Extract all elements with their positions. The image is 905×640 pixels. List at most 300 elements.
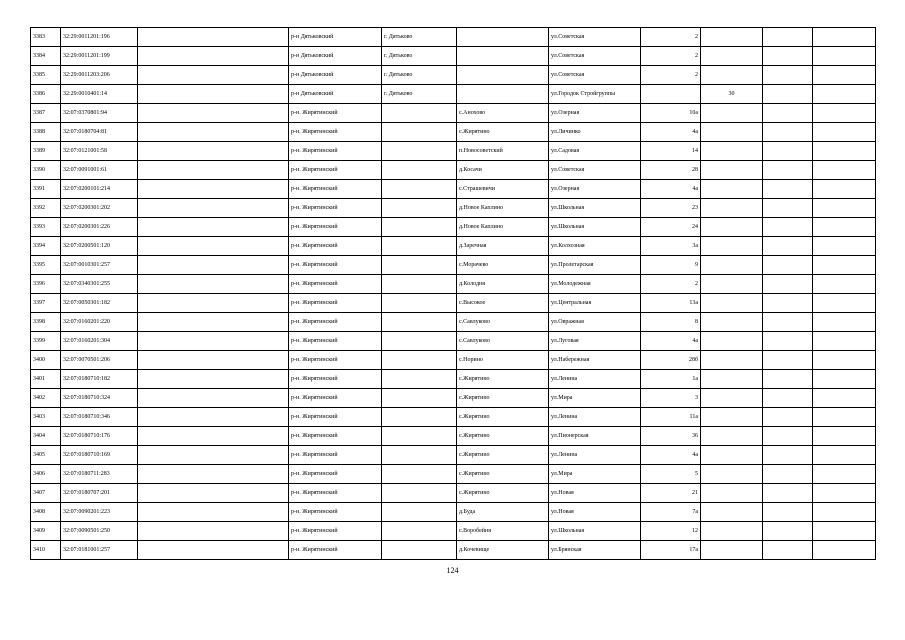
row-number-cell: 3388 — [31, 123, 61, 142]
street-cell: ул.Пионерская — [549, 427, 641, 446]
district-cell: р-н. Жирятинский — [289, 199, 382, 218]
district-cell: р-н. Жирятинский — [289, 503, 382, 522]
district-cell: р-н. Жирятинский — [289, 408, 382, 427]
row-number-cell: 3390 — [31, 161, 61, 180]
cadastral-number-cell: 32:07:0180707:201 — [61, 484, 138, 503]
building-number-cell — [701, 427, 763, 446]
empty-cell — [138, 294, 289, 313]
settlement-cell: д.Заречная — [457, 237, 549, 256]
empty-cell — [813, 465, 876, 484]
house-number-cell: 5 — [641, 465, 701, 484]
street-cell: ул.Советская — [549, 66, 641, 85]
row-number-cell: 3394 — [31, 237, 61, 256]
cadastral-number-cell: 32:07:0200501:120 — [61, 237, 138, 256]
empty-cell — [813, 408, 876, 427]
building-number-cell — [701, 256, 763, 275]
street-cell: ул.Озерная — [549, 104, 641, 123]
table-row — [31, 427, 876, 446]
street-cell: ул.Городок Стройгруппы — [549, 85, 641, 104]
settlement-cell: с.Воробейня — [457, 522, 549, 541]
city-cell — [382, 541, 457, 560]
settlement-cell — [457, 47, 549, 66]
empty-cell — [763, 446, 813, 465]
house-number-cell: 2 — [641, 275, 701, 294]
property-register-table — [30, 27, 876, 560]
house-number-cell: 23 — [641, 199, 701, 218]
empty-cell — [813, 522, 876, 541]
building-number-cell — [701, 522, 763, 541]
table-row — [31, 332, 876, 351]
city-cell — [382, 389, 457, 408]
street-cell: ул.Школьная — [549, 522, 641, 541]
empty-cell — [138, 218, 289, 237]
district-cell: р-н. Жирятинский — [289, 465, 382, 484]
city-cell — [382, 275, 457, 294]
house-number-cell: 12 — [641, 522, 701, 541]
settlement-cell: с.Савлуково — [457, 313, 549, 332]
building-number-cell — [701, 313, 763, 332]
table-row — [31, 313, 876, 332]
house-number-cell: 4а — [641, 180, 701, 199]
house-number-cell: 2 — [641, 47, 701, 66]
cadastral-number-cell: 32:07:0010301:257 — [61, 256, 138, 275]
city-cell: г. Дятьково — [382, 66, 457, 85]
empty-cell — [138, 522, 289, 541]
building-number-cell — [701, 142, 763, 161]
district-cell: р-н. Жирятинский — [289, 218, 382, 237]
cadastral-number-cell: 32:07:0200101:214 — [61, 180, 138, 199]
building-number-cell — [701, 484, 763, 503]
building-number-cell: 30 — [701, 85, 763, 104]
table-row — [31, 446, 876, 465]
cadastral-number-cell: 32:29:0011203:206 — [61, 66, 138, 85]
street-cell: ул.Школьная — [549, 199, 641, 218]
table-row — [31, 47, 876, 66]
settlement-cell: д.Новое Каплино — [457, 199, 549, 218]
empty-cell — [138, 180, 289, 199]
empty-cell — [763, 408, 813, 427]
house-number-cell: 3а — [641, 237, 701, 256]
house-number-cell — [641, 85, 701, 104]
settlement-cell: д.Новое Каплино — [457, 218, 549, 237]
empty-cell — [763, 389, 813, 408]
street-cell: ул.Советская — [549, 47, 641, 66]
empty-cell — [813, 218, 876, 237]
building-number-cell — [701, 47, 763, 66]
page-number: 124 — [446, 566, 459, 575]
empty-cell — [763, 199, 813, 218]
cadastral-number-cell: 32:07:0180710:182 — [61, 370, 138, 389]
row-number-cell: 3408 — [31, 503, 61, 522]
empty-cell — [138, 199, 289, 218]
settlement-cell: с.Жирятино — [457, 465, 549, 484]
district-cell: р-н Дятьковский — [289, 85, 382, 104]
empty-cell — [763, 465, 813, 484]
city-cell — [382, 484, 457, 503]
street-cell: ул.Молодежная — [549, 275, 641, 294]
house-number-cell: 13а — [641, 294, 701, 313]
empty-cell — [763, 351, 813, 370]
building-number-cell — [701, 351, 763, 370]
cadastral-number-cell: 32:07:0370801:94 — [61, 104, 138, 123]
empty-cell — [763, 370, 813, 389]
table-row — [31, 522, 876, 541]
table-body — [31, 28, 876, 560]
city-cell — [382, 351, 457, 370]
street-cell: ул.Ленина — [549, 446, 641, 465]
empty-cell — [138, 47, 289, 66]
house-number-cell: 14 — [641, 142, 701, 161]
house-number-cell: 28б — [641, 351, 701, 370]
street-cell: ул.Личинко — [549, 123, 641, 142]
district-cell: р-н. Жирятинский — [289, 294, 382, 313]
city-cell — [382, 313, 457, 332]
settlement-cell: с.Савлуково — [457, 332, 549, 351]
row-number-cell: 3383 — [31, 28, 61, 47]
empty-cell — [813, 446, 876, 465]
empty-cell — [813, 427, 876, 446]
city-cell — [382, 237, 457, 256]
empty-cell — [763, 256, 813, 275]
house-number-cell: 17а — [641, 541, 701, 560]
city-cell — [382, 256, 457, 275]
empty-cell — [138, 85, 289, 104]
house-number-cell: 3 — [641, 389, 701, 408]
empty-cell — [138, 446, 289, 465]
building-number-cell — [701, 465, 763, 484]
empty-cell — [813, 389, 876, 408]
street-cell: ул.Ленина — [549, 370, 641, 389]
cadastral-number-cell: 32:07:0070501:206 — [61, 351, 138, 370]
empty-cell — [763, 332, 813, 351]
empty-cell — [813, 294, 876, 313]
row-number-cell: 3405 — [31, 446, 61, 465]
empty-cell — [763, 294, 813, 313]
district-cell: р-н. Жирятинский — [289, 370, 382, 389]
street-cell: ул.Колхозная — [549, 237, 641, 256]
settlement-cell — [457, 66, 549, 85]
cadastral-number-cell: 32:07:0180710:169 — [61, 446, 138, 465]
house-number-cell: 10а — [641, 104, 701, 123]
district-cell: р-н. Жирятинский — [289, 275, 382, 294]
empty-cell — [138, 104, 289, 123]
table-row — [31, 465, 876, 484]
row-number-cell: 3395 — [31, 256, 61, 275]
empty-cell — [138, 351, 289, 370]
table-row — [31, 28, 876, 47]
street-cell: ул.Школьная — [549, 218, 641, 237]
building-number-cell — [701, 389, 763, 408]
settlement-cell: с.Жирятино — [457, 389, 549, 408]
cadastral-number-cell: 32:07:0090201:223 — [61, 503, 138, 522]
city-cell: г. Дятьково — [382, 28, 457, 47]
empty-cell — [763, 427, 813, 446]
row-number-cell: 3384 — [31, 47, 61, 66]
table-row — [31, 66, 876, 85]
empty-cell — [813, 142, 876, 161]
district-cell: р-н. Жирятинский — [289, 237, 382, 256]
city-cell — [382, 446, 457, 465]
city-cell — [382, 503, 457, 522]
table-row — [31, 199, 876, 218]
house-number-cell: 21 — [641, 484, 701, 503]
empty-cell — [138, 484, 289, 503]
building-number-cell — [701, 66, 763, 85]
city-cell — [382, 427, 457, 446]
district-cell: р-н Дятьковский — [289, 28, 382, 47]
row-number-cell: 3407 — [31, 484, 61, 503]
street-cell: ул.Овражная — [549, 313, 641, 332]
empty-cell — [763, 180, 813, 199]
empty-cell — [138, 389, 289, 408]
settlement-cell: с.Морачево — [457, 256, 549, 275]
row-number-cell: 3400 — [31, 351, 61, 370]
row-number-cell: 3403 — [31, 408, 61, 427]
empty-cell — [813, 161, 876, 180]
building-number-cell — [701, 370, 763, 389]
house-number-cell: 1а — [641, 370, 701, 389]
city-cell — [382, 218, 457, 237]
empty-cell — [763, 28, 813, 47]
district-cell: р-н. Жирятинский — [289, 351, 382, 370]
row-number-cell: 3392 — [31, 199, 61, 218]
district-cell: р-н. Жирятинский — [289, 123, 382, 142]
table-row — [31, 161, 876, 180]
settlement-cell: с.Норино — [457, 351, 549, 370]
empty-cell — [763, 47, 813, 66]
empty-cell — [763, 237, 813, 256]
empty-cell — [813, 484, 876, 503]
empty-cell — [138, 161, 289, 180]
empty-cell — [813, 275, 876, 294]
row-number-cell: 3402 — [31, 389, 61, 408]
building-number-cell — [701, 123, 763, 142]
cadastral-number-cell: 32:07:0180711:283 — [61, 465, 138, 484]
street-cell: ул.Мира — [549, 465, 641, 484]
city-cell — [382, 180, 457, 199]
empty-cell — [763, 503, 813, 522]
empty-cell — [813, 237, 876, 256]
house-number-cell: 11а — [641, 408, 701, 427]
settlement-cell: с.Жирятино — [457, 370, 549, 389]
empty-cell — [813, 256, 876, 275]
building-number-cell — [701, 446, 763, 465]
row-number-cell: 3396 — [31, 275, 61, 294]
house-number-cell: 2 — [641, 66, 701, 85]
cadastral-number-cell: 32:07:0200301:202 — [61, 199, 138, 218]
district-cell: р-н. Жирятинский — [289, 161, 382, 180]
table-row — [31, 408, 876, 427]
cadastral-number-cell: 32:07:0180710:176 — [61, 427, 138, 446]
city-cell — [382, 199, 457, 218]
city-cell — [382, 332, 457, 351]
empty-cell — [138, 237, 289, 256]
empty-cell — [763, 541, 813, 560]
settlement-cell: с.Страшевичи — [457, 180, 549, 199]
empty-cell — [763, 85, 813, 104]
street-cell: ул.Центральная — [549, 294, 641, 313]
table-row — [31, 256, 876, 275]
building-number-cell — [701, 275, 763, 294]
city-cell — [382, 465, 457, 484]
street-cell: ул.Набережная — [549, 351, 641, 370]
empty-cell — [138, 503, 289, 522]
building-number-cell — [701, 161, 763, 180]
empty-cell — [138, 541, 289, 560]
row-number-cell: 3406 — [31, 465, 61, 484]
settlement-cell: д.Косачи — [457, 161, 549, 180]
empty-cell — [138, 28, 289, 47]
cadastral-number-cell: 32:29:0011201:196 — [61, 28, 138, 47]
empty-cell — [813, 351, 876, 370]
table-row — [31, 104, 876, 123]
district-cell: р-н. Жирятинский — [289, 446, 382, 465]
row-number-cell: 3401 — [31, 370, 61, 389]
row-number-cell: 3391 — [31, 180, 61, 199]
house-number-cell: 7а — [641, 503, 701, 522]
house-number-cell: 24 — [641, 218, 701, 237]
settlement-cell: с.Жирятино — [457, 484, 549, 503]
house-number-cell: 9 — [641, 256, 701, 275]
cadastral-number-cell: 32:07:0340301:255 — [61, 275, 138, 294]
house-number-cell: 28 — [641, 161, 701, 180]
building-number-cell — [701, 28, 763, 47]
settlement-cell: д.Буда — [457, 503, 549, 522]
building-number-cell — [701, 199, 763, 218]
empty-cell — [813, 47, 876, 66]
table-row — [31, 503, 876, 522]
empty-cell — [763, 313, 813, 332]
district-cell: р-н. Жирятинский — [289, 104, 382, 123]
cadastral-number-cell: 32:07:0180710:346 — [61, 408, 138, 427]
table-row — [31, 123, 876, 142]
empty-cell — [138, 66, 289, 85]
cadastral-number-cell: 32:07:0200301:226 — [61, 218, 138, 237]
street-cell: ул.Советская — [549, 28, 641, 47]
city-cell — [382, 104, 457, 123]
empty-cell — [763, 161, 813, 180]
building-number-cell — [701, 332, 763, 351]
district-cell: р-н. Жирятинский — [289, 332, 382, 351]
empty-cell — [763, 522, 813, 541]
empty-cell — [813, 503, 876, 522]
building-number-cell — [701, 503, 763, 522]
cadastral-number-cell: 32:07:0180704:81 — [61, 123, 138, 142]
city-cell — [382, 123, 457, 142]
building-number-cell — [701, 104, 763, 123]
cadastral-number-cell: 32:07:0050301:182 — [61, 294, 138, 313]
cadastral-number-cell: 32:07:0160201:220 — [61, 313, 138, 332]
empty-cell — [138, 370, 289, 389]
table-row — [31, 370, 876, 389]
empty-cell — [763, 123, 813, 142]
settlement-cell: д.Колодня — [457, 275, 549, 294]
empty-cell — [138, 123, 289, 142]
district-cell: р-н. Жирятинский — [289, 313, 382, 332]
row-number-cell: 3387 — [31, 104, 61, 123]
settlement-cell — [457, 85, 549, 104]
settlement-cell: с.Анохово — [457, 104, 549, 123]
table-row — [31, 484, 876, 503]
street-cell: ул.Пролетарская — [549, 256, 641, 275]
table-row — [31, 541, 876, 560]
settlement-cell: с.Жирятино — [457, 408, 549, 427]
city-cell — [382, 142, 457, 161]
district-cell: р-н. Жирятинский — [289, 484, 382, 503]
settlement-cell: с.Жирятино — [457, 427, 549, 446]
settlement-cell: с.Высокое — [457, 294, 549, 313]
empty-cell — [763, 484, 813, 503]
row-number-cell: 3393 — [31, 218, 61, 237]
cadastral-number-cell: 32:07:0121001:58 — [61, 142, 138, 161]
district-cell: р-н. Жирятинский — [289, 427, 382, 446]
empty-cell — [813, 123, 876, 142]
district-cell: р-н. Жирятинский — [289, 256, 382, 275]
empty-cell — [813, 104, 876, 123]
district-cell: р-н Дятьковский — [289, 47, 382, 66]
building-number-cell — [701, 294, 763, 313]
empty-cell — [813, 66, 876, 85]
building-number-cell — [701, 180, 763, 199]
city-cell: г. Дятьково — [382, 85, 457, 104]
street-cell: ул.Брянская — [549, 541, 641, 560]
city-cell — [382, 370, 457, 389]
house-number-cell: 4а — [641, 446, 701, 465]
cadastral-number-cell: 32:29:0011201:199 — [61, 47, 138, 66]
empty-cell — [763, 104, 813, 123]
empty-cell — [138, 142, 289, 161]
empty-cell — [763, 275, 813, 294]
district-cell: р-н. Жирятинский — [289, 541, 382, 560]
cadastral-number-cell: 32:07:0090501:250 — [61, 522, 138, 541]
table-row — [31, 218, 876, 237]
empty-cell — [138, 313, 289, 332]
row-number-cell: 3409 — [31, 522, 61, 541]
street-cell: ул.Луговая — [549, 332, 641, 351]
city-cell — [382, 294, 457, 313]
empty-cell — [813, 370, 876, 389]
table-row — [31, 180, 876, 199]
row-number-cell: 3398 — [31, 313, 61, 332]
empty-cell — [138, 427, 289, 446]
cadastral-number-cell: 32:07:0091001:61 — [61, 161, 138, 180]
row-number-cell: 3399 — [31, 332, 61, 351]
empty-cell — [138, 332, 289, 351]
district-cell: р-н. Жирятинский — [289, 522, 382, 541]
cadastral-number-cell: 32:07:0181001:257 — [61, 541, 138, 560]
empty-cell — [138, 465, 289, 484]
house-number-cell: 2 — [641, 28, 701, 47]
cadastral-number-cell: 32:07:0180710:324 — [61, 389, 138, 408]
settlement-cell: с.Жирятино — [457, 446, 549, 465]
cadastral-number-cell: 32:07:0160201:304 — [61, 332, 138, 351]
city-cell: г. Дятьково — [382, 47, 457, 66]
empty-cell — [813, 313, 876, 332]
empty-cell — [763, 66, 813, 85]
building-number-cell — [701, 237, 763, 256]
table-row — [31, 142, 876, 161]
table-row — [31, 275, 876, 294]
row-number-cell: 3397 — [31, 294, 61, 313]
street-cell: ул.Советская — [549, 161, 641, 180]
empty-cell — [813, 28, 876, 47]
settlement-cell: п.Новосоветский — [457, 142, 549, 161]
empty-cell — [813, 332, 876, 351]
row-number-cell: 3385 — [31, 66, 61, 85]
city-cell — [382, 522, 457, 541]
house-number-cell: 4а — [641, 123, 701, 142]
empty-cell — [138, 275, 289, 294]
